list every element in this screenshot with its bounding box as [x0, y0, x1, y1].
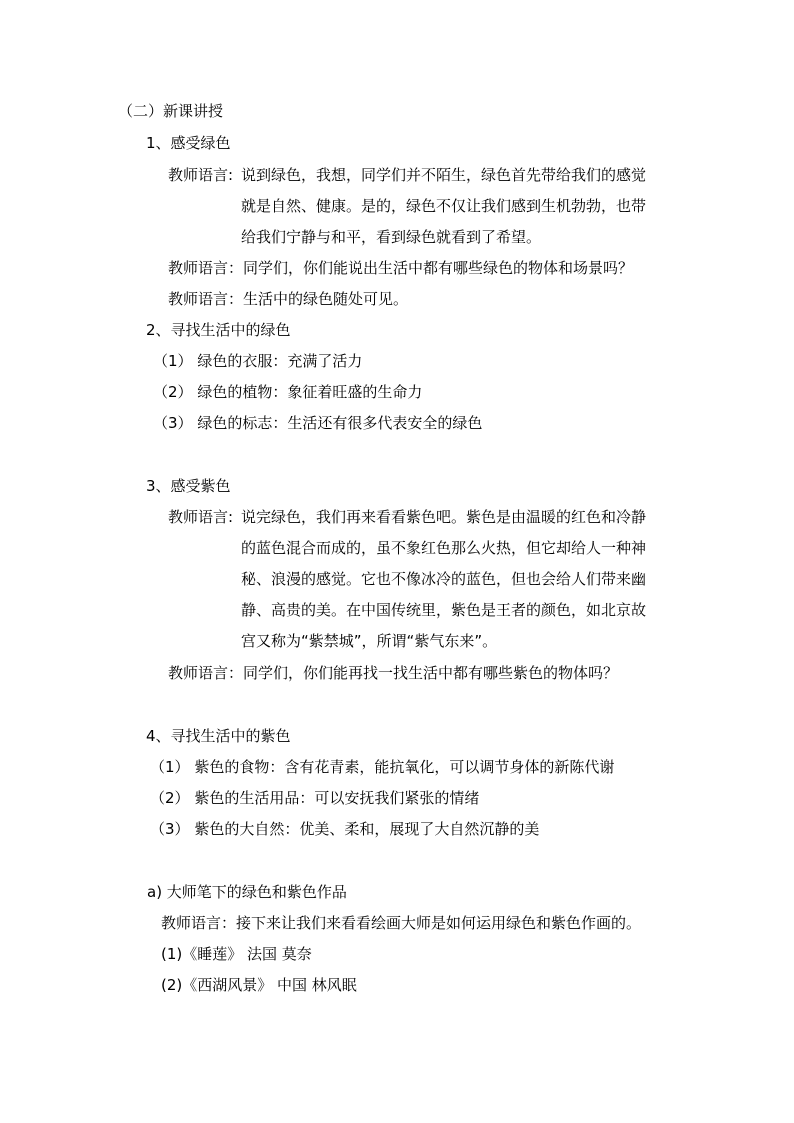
list-item — [153, 413, 482, 433]
item-text: 紫色的生活用品：可以安抚我们紧张的情绪 — [194, 789, 480, 807]
paragraph-line: 说到绿色，我想，同学们并不陌生，绿色首先带给我们的感觉 — [241, 166, 647, 184]
item-text: 绿色的植物：象征着旺盛的生命力 — [197, 383, 423, 401]
teacher-line: 教师语言：接下来让我们来看看绘画大师是如何运用绿色和紫色作画的。 — [161, 914, 642, 932]
teacher-label: 教师语言: — [168, 166, 234, 184]
paragraph-line: 就是自然、健康。是的，绿色不仅让我们感到生机勃勃，也带 — [241, 197, 647, 215]
teacher-line: 教师语言：生活中的绿色随处可见。 — [168, 290, 409, 308]
list-item — [153, 351, 362, 371]
item-number: （2） — [153, 383, 193, 401]
heading-masters-works: a) 大师笔下的绿色和紫色作品 — [147, 883, 347, 901]
teacher-line: 教师语言：同学们，你们能说出生活中都有哪些绿色的物体和场景吗？ — [168, 259, 634, 277]
item-text: 绿色的衣服：充满了活力 — [197, 352, 363, 370]
teacher-label: 教师语言: — [168, 508, 234, 526]
item-number: （1） — [150, 758, 190, 776]
paragraph-line: 宫又称为“紫禁城”，所谓“紫气东来”。 — [241, 632, 498, 650]
item-number: （3） — [150, 820, 190, 838]
paragraph-line: 的蓝色混合而成的，虽不象红色那么火热，但它却给人一种神 — [241, 539, 647, 557]
paragraph-line: 给我们宁静与和平，看到绿色就看到了希望。 — [241, 228, 542, 246]
item-text: 紫色的大自然：优美、柔和，展现了大自然沉静的美 — [194, 820, 540, 838]
heading-find-green: 2、寻找生活中的绿色 — [146, 321, 291, 339]
artwork-item: (2)《西湖风景》 中国 林风眠 — [161, 976, 357, 994]
list-item — [150, 757, 614, 777]
item-text: 绿色的标志：生活还有很多代表安全的绿色 — [197, 414, 483, 432]
heading-feel-green: 1、感受绿色 — [146, 134, 231, 152]
section-title: （二）新课讲授 — [118, 102, 224, 120]
list-item — [150, 819, 539, 839]
paragraph-line: 说完绿色，我们再来看看紫色吧。紫色是由温暖的红色和冷静 — [241, 508, 647, 526]
paragraph-line: 秘、浪漫的感觉。它也不像冰冷的蓝色，但也会给人们带来幽 — [241, 570, 647, 588]
heading-feel-purple: 3、感受紫色 — [146, 477, 231, 495]
list-item — [150, 788, 479, 808]
item-number: （2） — [150, 789, 190, 807]
teacher-line: 教师语言：同学们，你们能再找一找生活中都有哪些紫色的物体吗？ — [168, 664, 619, 682]
heading-find-purple: 4、寻找生活中的紫色 — [146, 727, 291, 745]
list-item — [153, 382, 422, 402]
paragraph-line: 静、高贵的美。在中国传统里，紫色是王者的颜色，如北京故 — [241, 601, 647, 619]
item-number: （1） — [153, 352, 193, 370]
artwork-item: (1)《睡莲》 法国 莫奈 — [161, 945, 312, 963]
item-text: 紫色的食物：含有花青素，能抗氧化，可以调节身体的新陈代谢 — [194, 758, 615, 776]
item-number: （3） — [153, 414, 193, 432]
